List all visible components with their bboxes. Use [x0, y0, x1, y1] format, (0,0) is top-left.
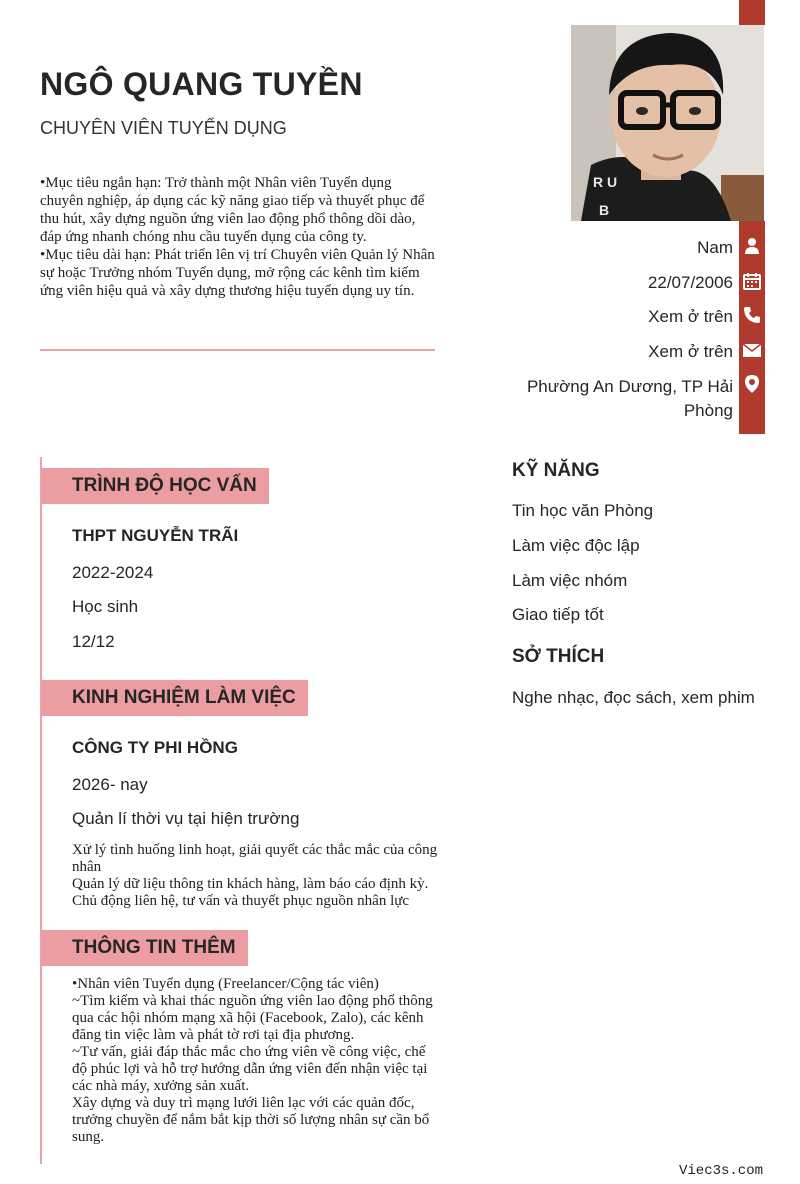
additional-line: •Nhân viên Tuyển dụng (Freelancer/Cộng tác viên) — [72, 976, 379, 992]
career-objective — [40, 174, 438, 300]
contact-phone: Xem ở trên — [648, 307, 733, 326]
watermark: Viec3s.com — [678, 1163, 763, 1179]
experience-heading: KINH NGHIỆM LÀM VIỆC — [42, 680, 308, 716]
candidate-name: NGÔ QUANG TUYỀN — [40, 66, 363, 102]
additional-line: ~Tư vấn, giải đáp thắc mắc cho ứng viên về công việc, chế độ phúc lợi và hỗ trợ hướng dẫn ứng viên đến nhận việc tại các nhà máy, xưởng sản xuất. — [72, 1044, 428, 1094]
calendar-icon — [742, 271, 762, 291]
accent-strip-top — [739, 0, 765, 25]
skill-item: Làm việc độc lập — [512, 536, 640, 555]
contact-dob: 22/07/2006 — [647, 273, 733, 292]
phone-icon — [742, 305, 762, 325]
additional-details — [72, 976, 444, 1146]
experience-detail: Quản lý dữ liệu thông tin khách hàng, làm báo cáo định kỳ. — [72, 876, 429, 892]
experience-period: 2026- nay — [72, 775, 148, 794]
svg-text:R U: R U — [593, 174, 618, 190]
mail-icon — [742, 340, 762, 360]
objective-long-term: •Mục tiêu dài hạn: Phát triển lên vị trí Chuyên viên Quản lý Nhân sự hoặc Trưởng nhóm Tuyển dụng, mở rộng các kênh tìm kiếm ứng viên hiệu quả và xây dựng thương hiệu tuyển dụng uy tín. — [40, 247, 435, 299]
additional-heading: THÔNG TIN THÊM — [42, 930, 248, 966]
contact-address — [527, 375, 733, 423]
education-heading: TRÌNH ĐỘ HỌC VẤN — [42, 468, 269, 504]
education-school: THPT NGUYỄN TRÃI — [72, 526, 239, 545]
skills-heading: KỸ NĂNG — [512, 460, 600, 481]
person-icon — [742, 236, 762, 256]
address-line-1: Phường An Dương, TP Hải — [526, 377, 733, 396]
hobbies-heading: SỞ THÍCH — [512, 646, 605, 667]
portrait-illustration — [571, 25, 764, 221]
education-grade: 12/12 — [72, 632, 115, 651]
header-divider — [40, 349, 435, 351]
objective-short-term: •Mục tiêu ngắn hạn: Trở thành một Nhân viên Tuyển dụng chuyên nghiệp, áp dụng các kỹ năng giao tiếp và thuyết phục để thu hút, xây dựng nguồn ứng viên lao động phổ thông dồi dào, đáp ứng nhanh chóng nhu cầu tuyển dụng của công ty. — [40, 175, 425, 245]
location-pin-icon — [742, 374, 762, 394]
education-years: 2022-2024 — [72, 563, 154, 582]
education-role: Học sinh — [72, 597, 139, 616]
section-timeline-line — [40, 457, 42, 1164]
svg-text:B: B — [599, 202, 610, 218]
profile-photo — [571, 25, 764, 221]
experience-detail: Xử lý tình huống linh hoạt, giải quyết các thắc mắc của công nhân — [72, 842, 438, 875]
experience-detail: Chủ động liên hệ, tư vấn và thuyết phục nguồn nhân lực — [72, 893, 410, 909]
contact-email: Xem ở trên — [648, 342, 733, 361]
experience-company: CÔNG TY PHI HỒNG — [72, 738, 238, 757]
skill-item: Giao tiếp tốt — [512, 605, 604, 624]
address-line-2: Phòng — [683, 401, 733, 420]
additional-line: Xây dựng và duy trì mạng lưới liên lạc với các quản đốc, trưởng chuyền để nắm bắt kịp thời số lượng nhân sự cần bổ sung. — [72, 1095, 430, 1145]
experience-position: Quản lí thời vụ tại hiện trường — [72, 809, 300, 828]
experience-details — [72, 842, 444, 910]
skill-item: Tin học văn Phòng — [512, 501, 654, 520]
skill-item: Làm việc nhóm — [512, 571, 628, 590]
job-title: CHUYÊN VIÊN TUYỂN DỤNG — [40, 118, 287, 138]
hobbies-text: Nghe nhạc, đọc sách, xem phim — [512, 688, 755, 707]
additional-line: ~Tìm kiếm và khai thác nguồn ứng viên lao động phổ thông qua các hội nhóm mạng xã hội (Facebook, Zalo), các kênh đăng tin việc làm và phát tờ rơi tại địa phương. — [72, 993, 433, 1043]
contact-gender: Nam — [697, 238, 733, 257]
